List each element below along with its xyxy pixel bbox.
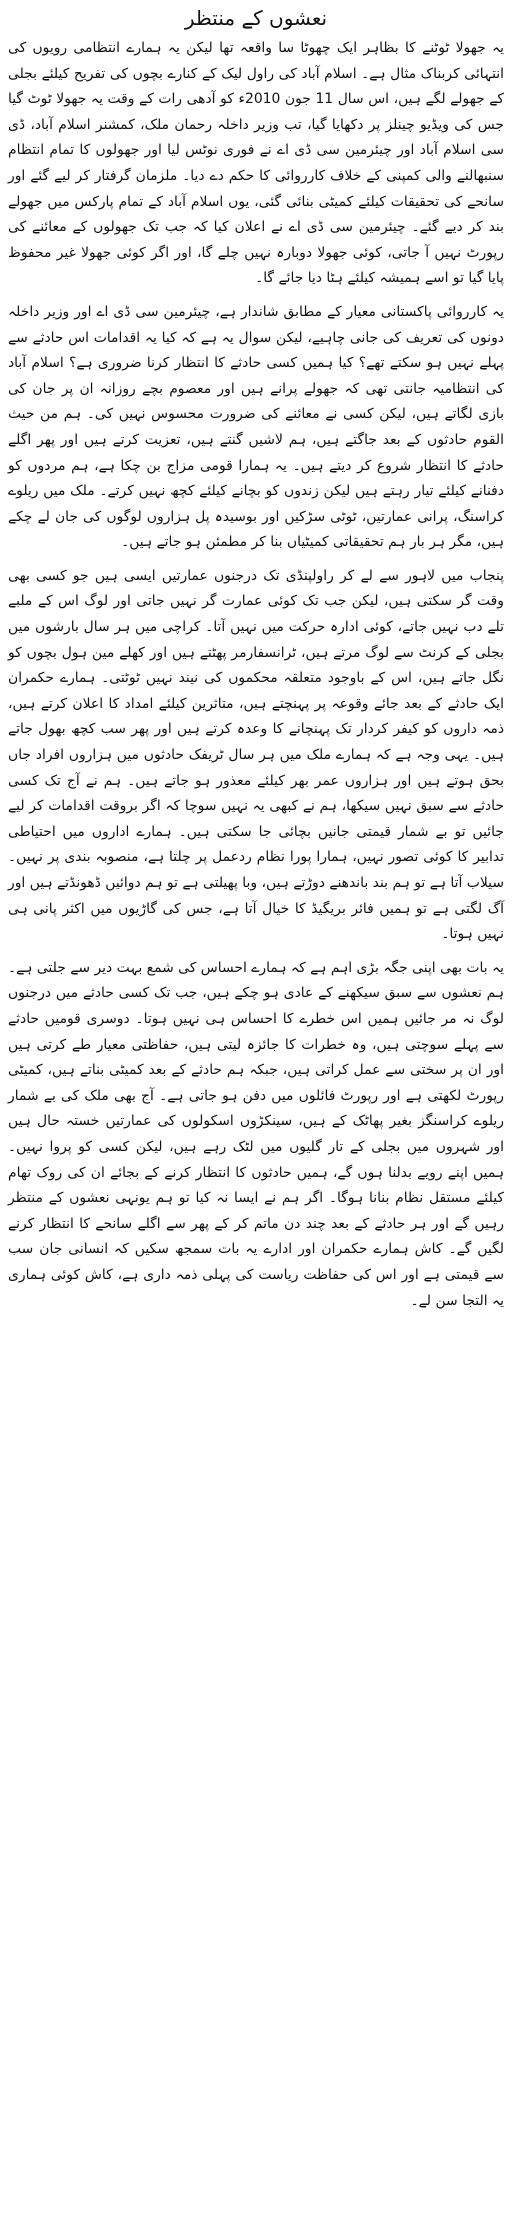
paragraph: یہ جھولا ٹوٹنے کا بظاہر ایک چھوٹا سا واقعہ تھا لیکن یہ ہمارے انتظامی رویوں کی انتہائی کربناک مثال ہے۔ اسلام آباد کی راول لیک کے کنارے بچوں کی تفریح کیلئے بجلی کے جھولے لگے ہیں، اس سال 11 جون 2010ء کو آدھی رات کے وقت یہ جھولا ٹوٹ گیا جس کی ویڈیو چینلز پر دکھایا گیا، تب وزیر داخلہ رحمان ملک، کمشنر اسلام آباد، ڈی سی اسلام آباد اور چیئرمین سی ڈی اے نے فوری نوٹس لیا اور جھولوں کا تمام انتظام سنبھالنے والی کمپنی کے خلاف کارروائی کا حکم دے دیا۔ ملزمان گرفتار کر لیے گئے اور سانحے کی تحقیقات کیلئے کمیٹی بنائی گئی، یوں اسلام آباد کے تمام پارکس میں جھولے بند کر دیے گئے۔ چیئرمین سی ڈی اے نے اعلان کیا کہ جب تک جھولوں کے معائنے کی رپورٹ نہیں آ جاتی، کوئی جھولا دوبارہ نہیں چلے گا، اور اگر کوئی جھولا غیر محفوظ پایا گیا تو اسے ہمیشہ کیلئے ہٹا دیا جائے گا۔ xyxy=(8,40,505,287)
column-title: نعشوں کے منتظر xyxy=(184,6,328,30)
paragraph: یہ بات بھی اپنی جگہ بڑی اہم ہے کہ ہمارے احساس کی شمع بہت دیر سے جلتی ہے۔ ہم نعشوں سے سبق سیکھنے کے عادی ہو چکے ہیں، جب تک کسی حادثے میں درجنوں لوگ نہ مر جائیں ہمیں اس خطرے کا احساس ہی نہیں ہوتا۔ دوسری قومیں حادثے سے پہلے سوچتی ہیں، وہ خطرات کا جائزہ لیتی ہیں، حفاظتی معیار طے کرتی ہیں اور ان پر سختی سے عمل کراتی ہیں، جبکہ ہم حادثے کے بعد کمیٹی بناتے ہیں، کمیٹی رپورٹ لکھتی ہے اور رپورٹ فائلوں میں دفن ہو جاتی ہے۔ آج بھی ملک کی بے شمار ریلوے کراسنگز بغیر پھاٹک کے ہیں، سینکڑوں اسکولوں کی عمارتیں خستہ حال ہیں اور شہروں میں بجلی کے تار گلیوں میں لٹک رہے ہیں، لیکن کسی کو پروا نہیں۔ ہمیں اپنے رویے بدلنا ہوں گے، ہمیں حادثوں کا انتظار کرنے کے بجائے ان کی روک تھام کیلئے مستقل نظام بنانا ہوگا۔ اگر ہم نے ایسا نہ کیا تو ہم یونہی نعشوں کے منتظر رہیں گے اور ہر حادثے کے بعد چند دن ماتم کر کے پھر سے اگلے سانحے کا انتظار کرنے لگیں گے۔ کاش ہمارے حکمران اور ادارے یہ بات سمجھ سکیں کہ انسانی جان سب سے قیمتی ہے اور اس کی حفاظت ریاست کی پہلی ذمہ داری ہے، کاش کوئی ہماری یہ التجا سن لے۔ xyxy=(8,959,504,1309)
column-body xyxy=(8,36,504,1314)
paragraph: پنجاب میں لاہور سے لے کر راولپنڈی تک درجنوں عمارتیں ایسی ہیں جو کسی بھی وقت گر سکتی ہیں، لیکن جب تک کوئی عمارت گر نہیں جاتی اور لوگ اس کے ملبے تلے دب نہیں جاتے، کوئی ادارہ حرکت میں نہیں آتا۔ کراچی میں ہر سال بارشوں میں بجلی کے کرنٹ سے لوگ مرتے ہیں، ٹرانسفارمر پھٹتے ہیں اور کھلے مین ہول بچوں کو نگل جاتے ہیں، اس کے باوجود متعلقہ محکموں کی نیند نہیں ٹوٹتی۔ ہمارے حکمران ایک حادثے کے بعد جائے وقوعہ پر پہنچتے ہیں، متاثرین کیلئے امداد کا اعلان کرتے ہیں، ذمہ داروں کو کیفر کردار تک پہنچانے کا وعدہ کرتے ہیں اور پھر سب کچھ بھول جاتے ہیں۔ یہی وجہ ہے کہ ہمارے ملک میں ہر سال ٹریفک حادثوں میں ہزاروں افراد جاں بحق ہوتے ہیں اور ہزاروں عمر بھر کیلئے معذور ہو جاتے ہیں۔ ہم نے آج تک کسی حادثے سے سبق نہیں سیکھا، ہم نے کبھی یہ نہیں سوچا کہ اگر بروقت اقدامات کر لیے جائیں تو بے شمار قیمتی جانیں بچائی جا سکتی ہیں۔ ہمارے اداروں میں احتیاطی تدابیر کا کوئی تصور نہیں، ہمارا پورا نظام ردعمل پر چلتا ہے، منصوبہ بندی پر نہیں۔ سیلاب آتا ہے تو ہم بند باندھنے دوڑتے ہیں، وبا پھیلتی ہے تو ہم دوائیں ڈھونڈتے ہیں اور آگ لگتی ہے تو ہمیں فائر بریگیڈ کا خیال آتا ہے، جس کی گاڑیوں میں اکثر پانی ہی نہیں ہوتا۔ xyxy=(8,567,504,943)
paragraph: یہ کارروائی پاکستانی معیار کے مطابق شاندار ہے، چیئرمین سی ڈی اے اور وزیر داخلہ دونوں کی تعریف کی جانی چاہیے، لیکن سوال یہ ہے کہ کیا یہ اقدامات اس حادثے سے پہلے نہیں ہو سکتے تھے؟ کیا ہمیں کسی حادثے کا انتظار کرنا ضروری ہے؟ اسلام آباد کی انتظامیہ جانتی تھی کہ جھولے پرانے ہیں اور معصوم بچے روزانہ ان پر جان کی بازی لگاتے ہیں، لیکن کسی نے معائنے کی ضرورت محسوس نہیں کی۔ ہم من حیث القوم حادثوں کے بعد جاگتے ہیں، ہم لاشیں گنتے ہیں، تعزیت کرتے ہیں اور پھر اگلے حادثے کا انتظار شروع کر دیتے ہیں۔ یہ ہمارا قومی مزاج بن چکا ہے، ہم مردوں کو دفنانے کیلئے تیار رہتے ہیں لیکن زندوں کو بچانے کیلئے کچھ نہیں کرتے۔ ملک میں ریلوے کراسنگ، پرانی عمارتیں، ٹوٹی سڑکیں اور بوسیدہ پل ہزاروں لوگوں کی جان لے چکے ہیں، مگر ہر بار ہم تحقیقاتی کمیٹیاں بنا کر مطمئن ہو جاتے ہیں۔ xyxy=(8,303,504,551)
